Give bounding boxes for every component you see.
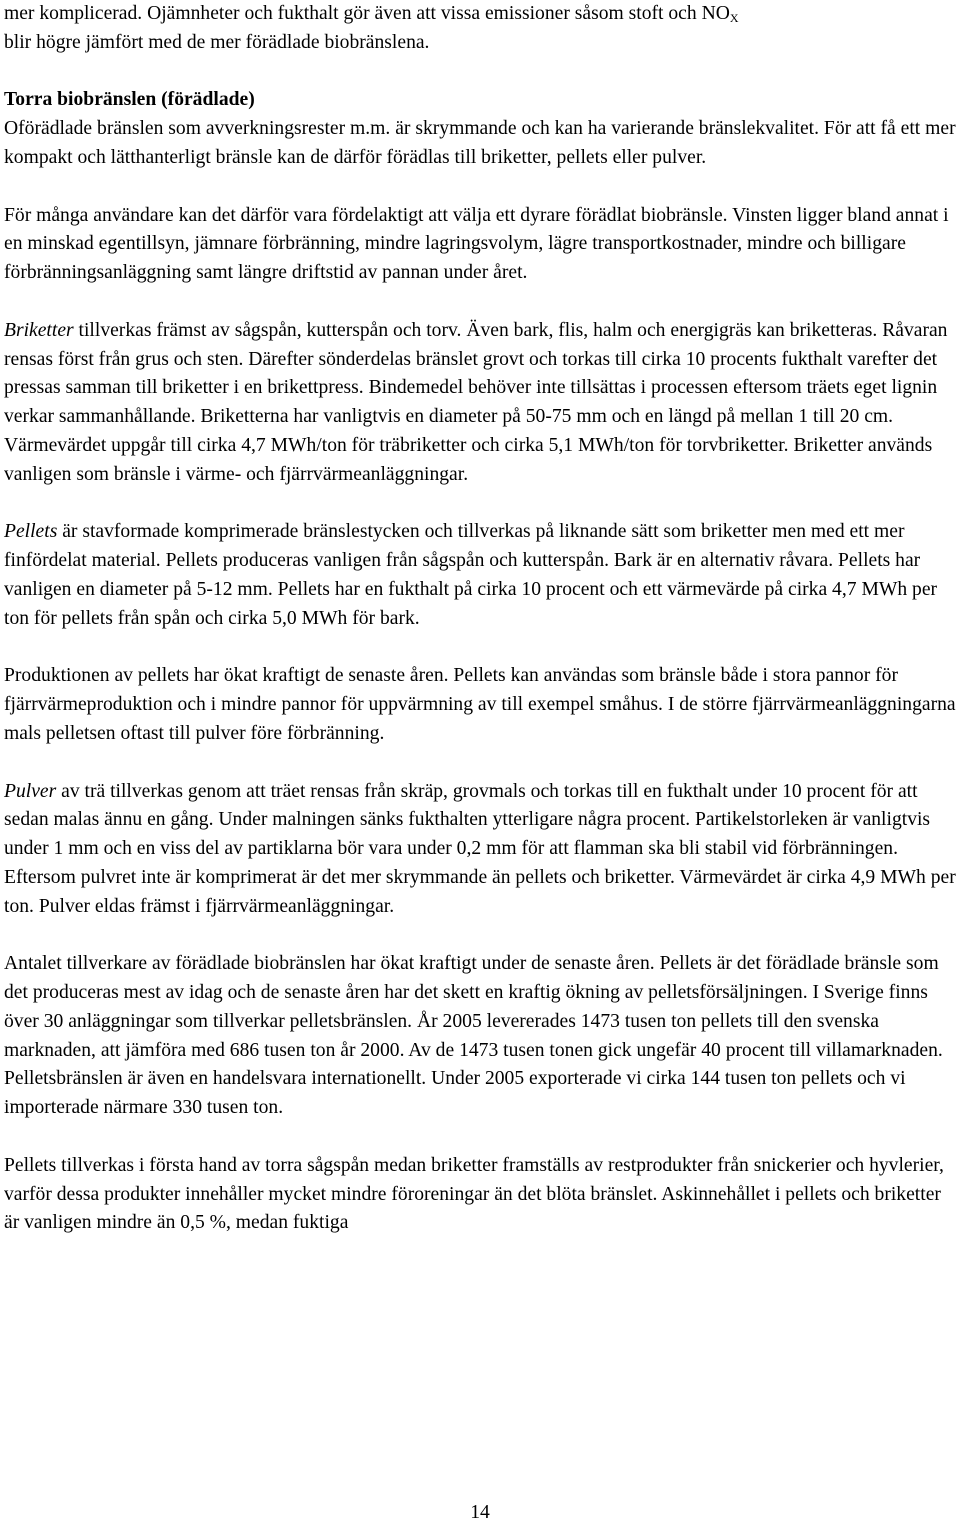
paragraph-production: Produktionen av pellets har ökat kraftigt de senaste åren. Pellets kan användas som bränsle både i stora pannor för fjärrvärmeproduktion och i mindre pannor för uppvärmning av till exempel småhus. I de större fjärrvärmeanläggningarna mals pelletsen oftast till pulver före förbränning. [4, 665, 956, 744]
paragraph-manufacturers: Antalet tillverkare av förädlade biobränslen har ökat kraftigt under de senaste åren. Pellets är det förädlade bränsle som det produceras mest av idag och de senaste åren har det skett en kraftig ökning av pelletsförsäljningen. I Sverige finns över 30 anläggningar som tillverkar pelletsbränslen. År 2005 levererades 1473 tusen ton pellets till den svenska marknaden, att jämföra med 686 tusen ton år 2000. Av de 1473 tusen tonen gick ungefär 40 procent till villamarknaden. Pelletsbränslen är även en handelsvara internationellt. Under 2005 exporterade vi cirka 144 tusen ton pellets och vi importerade närmare 330 tusen ton. [4, 953, 943, 1119]
briketter-text: tillverkas främst av sågspån, kutterspån och torv. Även bark, flis, halm och energigräs kan briketteras. Råvaran rensas först från grus och sten. Därefter sönderdelas bränslet grovt och torkas till cirka 10 procents fukthalt varefter det pressas samman till briketter i en brikettpress. Bindemedel behöver inte tillsättas i processen eftersom träets eget lignin verkar sammanhållande. Briketterna har vanligtvis en diameter på 50-75 mm och en längd på mellan 1 till 20 cm. Värmevärdet uppgår till cirka 4,7 MWh/ton för träbriketter och cirka 5,1 MWh/ton för torvbriketter. Briketter används vanligen som bränsle i värme- och fjärrvärmeanläggningar. [4, 319, 948, 485]
pulver-text: av trä tillverkas genom att träet rensas från skräp, grovmals och torkas till en fukthalt under 10 procent för att sedan malas ännu en gång. Under malningen sänks fukthalten ytterligare några procent. Partikelstorleken är vanligtvis under 1 mm och en viss del av partiklarna bör vara under 0,2 mm för att flamman ska bli stabil vid förbränningen. Eftersom pulvret inte är komprimerat är det mer skrymmande än pellets och briketter. Värmevärdet är cirka 4,9 MWh per ton. Pulver eldas främst i fjärrvärmeanläggningar. [4, 780, 956, 917]
document-page [4, 0, 959, 1238]
paragraph-pulver [4, 778, 959, 922]
paragraph-pellets [4, 518, 959, 633]
nox-subscript: X [729, 11, 739, 25]
paragraph-emissions [4, 0, 959, 58]
pellets-text: är stavformade komprimerade bränslestycken och tillverkas på liknande sätt som briketter men med ett mer finfördelat material. Pellets produceras vanligen från sågspån och kutterspån. Bark är en alternativ råvara. Pellets har vanligen en diameter på 5-12 mm. Pellets har en fukthalt på cirka 10 procent och ett värmevärde på cirka 4,7 MWh per ton för pellets från spån och cirka 5,0 MWh för bark. [4, 521, 938, 629]
term-briketter: Briketter [4, 319, 74, 341]
paragraph-ash: Pellets tillverkas i första hand av torra sågspån medan briketter framställs av restprodukter från snickerier och hyvlerier, varför dessa produkter innehåller mycket mindre föroreningar än det blöta bränslet. Askinnehållet i pellets och briketter är vanligen mindre än 0,5 %, medan fuktiga [4, 1154, 944, 1234]
term-pulver: Pulver [4, 780, 57, 802]
paragraph-intro: Oförädlade bränslen som avverkningsrester m.m. är skrymmande och kan ha varierande bränslekvalitet. För att få ett mer kompakt och lätthanterligt bränsle kan de därför förädlas till briketter, pellets eller pulver. [4, 118, 956, 168]
paragraph-briketter [4, 317, 959, 490]
paragraph-advantages: För många användare kan det därför vara fördelaktigt att välja ett dyrare förädlat biobränsle. Vinsten ligger bland annat i en minskad egentillsyn, jämnare förbränning, mindre lagringsvolym, lägre transportkostnader, mindre och billigare förbränningsanläggning samt längre driftstid av pannan under året. [4, 204, 949, 284]
section-heading: Torra biobränslen (förädlade) [4, 89, 255, 111]
emissions-text: mer komplicerad. Ojämnheter och fukthalt gör även att vissa emissioner såsom stoft och NO [4, 3, 730, 24]
term-pellets: Pellets [4, 521, 58, 543]
emissions-text-cont: blir högre jämfört med de mer förädlade biobränslena. [4, 31, 430, 53]
page-number: 14 [470, 1502, 490, 1523]
